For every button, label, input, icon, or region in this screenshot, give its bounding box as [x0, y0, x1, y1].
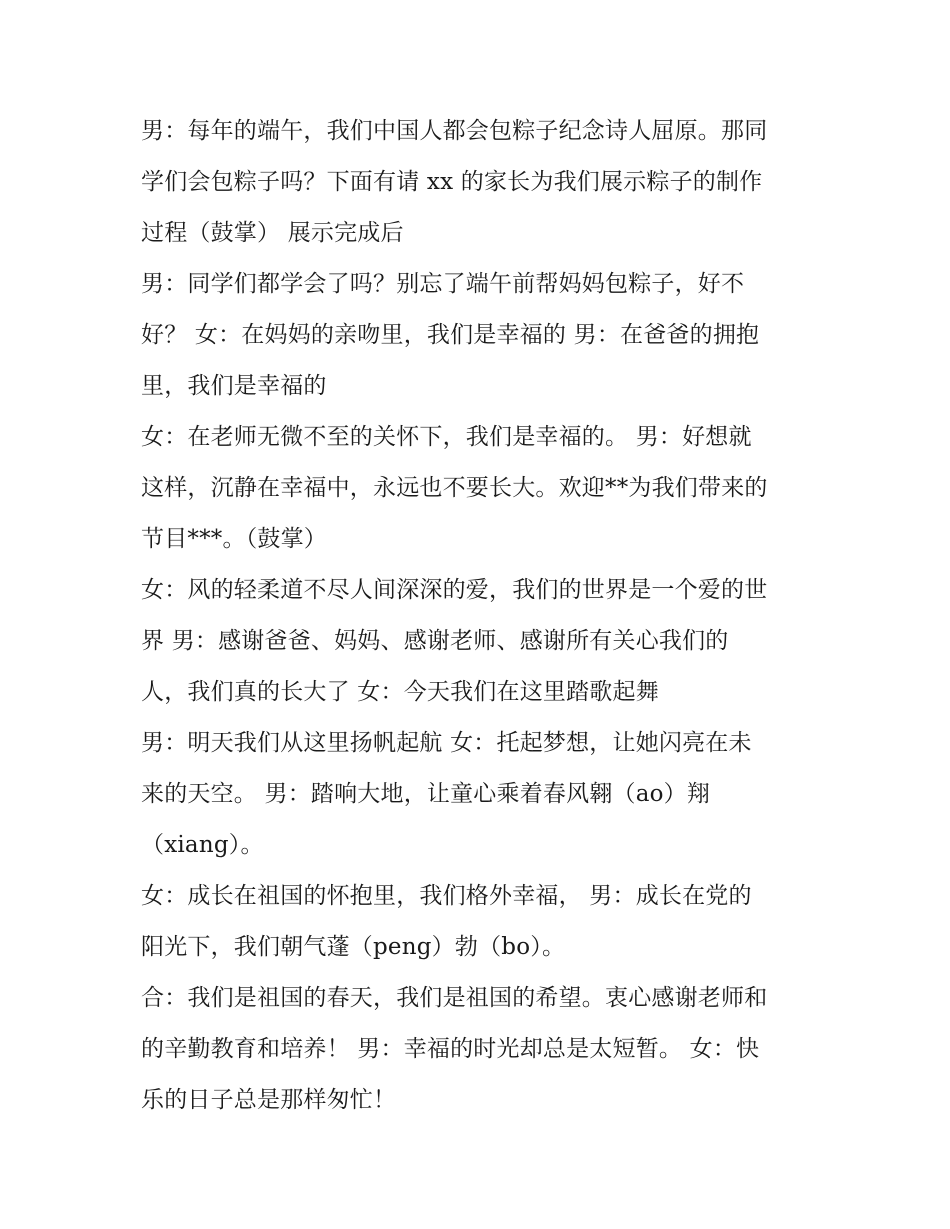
text-line: 学们会包粽子吗？下面有请 xx 的家长为我们展示粽子的制作: [141, 169, 763, 195]
text-line: 好？ 女：在妈妈的亲吻里，我们是幸福的 男：在爸爸的拥抱: [141, 322, 760, 348]
text-line: 女：在老师无微不至的关怀下，我们是幸福的。 男：好想就: [141, 424, 752, 450]
text-line: 男：同学们都学会了吗？别忘了端午前帮妈妈包粽子，好不: [141, 271, 745, 297]
text-line: 女：风的轻柔道不尽人间深深的爱，我们的世界是一个爱的世: [141, 577, 768, 603]
text-line: 界 男：感谢爸爸、妈妈、感谢老师、感谢所有关心我们的: [141, 628, 729, 654]
text-line: 乐的日子总是那样匆忙！: [141, 1087, 397, 1113]
text-line: 来的天空。 男：踏响大地，让童心乘着春风翱（ao）翔: [141, 781, 711, 807]
text-line: 节目***。（鼓掌）: [141, 526, 327, 552]
text-line: 过程（鼓掌） 展示完成后: [141, 220, 404, 246]
text-line: 人，我们真的长大了 女：今天我们在这里踏歌起舞: [141, 679, 659, 705]
text-line: 男：每年的端午，我们中国人都会包粽子纪念诗人屈原。那同: [141, 118, 768, 144]
document-body: [141, 106, 821, 1126]
text-line: 里，我们是幸福的: [141, 373, 327, 399]
text-line: 的辛勤教育和培养！ 男：幸福的时光却总是太短暂。 女：快: [141, 1036, 760, 1062]
text-line: 这样，沉静在幸福中，永远也不要长大。欢迎**为我们带来的: [141, 475, 768, 501]
text-line: 阳光下，我们朝气蓬（peng）勃（bo）。: [141, 934, 566, 960]
text-line: 女：成长在祖国的怀抱里，我们格外幸福， 男：成长在党的: [141, 883, 752, 909]
text-line: （xiang）。: [141, 832, 264, 858]
text-line: 男：明天我们从这里扬帆起航 女：托起梦想，让她闪亮在未: [141, 730, 752, 756]
text-line: 合：我们是祖国的春天，我们是祖国的希望。衷心感谢老师和: [141, 985, 768, 1011]
